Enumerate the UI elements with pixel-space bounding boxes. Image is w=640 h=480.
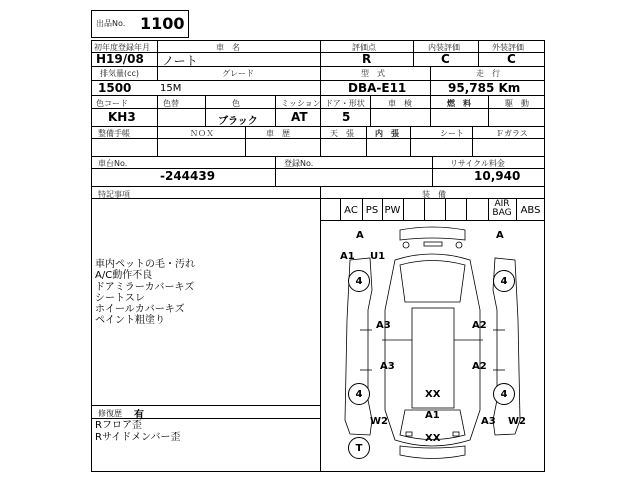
mileage-value: 95,785 Km (448, 81, 521, 95)
car-name-value: ノート (162, 54, 198, 68)
equip-airbag-text: AIR BAG (492, 199, 512, 218)
interior-grade-value: C (441, 52, 450, 66)
model-value: DBA-E11 (348, 81, 407, 95)
seat-label: シート (440, 129, 464, 138)
color-change-label: 色替 (163, 99, 179, 108)
mark-left-front-door: A3 (376, 320, 391, 331)
equip-ps: PS (365, 205, 379, 216)
score-value: R (362, 52, 372, 66)
model-label: 型 式 (361, 69, 385, 78)
doors-value: 5 (342, 110, 351, 124)
note-line: ドアミラーカバーキズ (95, 281, 195, 293)
wheel-rear-left: 4 (348, 383, 370, 405)
notes-list (95, 259, 195, 327)
color-label: 色 (232, 99, 240, 108)
wheel-rear-right: 4 (493, 383, 515, 405)
equip-airbag (488, 200, 516, 218)
mark-rear-bottom: XX (425, 433, 441, 444)
mark-front-right: A (496, 230, 504, 241)
first-registration-value: H19/08 (96, 52, 144, 66)
note-line: A/C動作不良 (95, 270, 153, 282)
trunk-spare: T (348, 437, 370, 459)
wheel-front-left: 4 (348, 270, 370, 292)
mileage-label: 走 行 (476, 69, 500, 78)
equip-abs: ABS (520, 205, 541, 216)
chassis-number-value: -244439 (160, 169, 216, 183)
notes-label: 特記事項 (98, 190, 130, 199)
lot-number-label: 出品No. (96, 19, 126, 28)
displacement-label: 排気量(cc) (100, 69, 140, 78)
recycle-fee-label: リサイクル料金 (450, 159, 505, 168)
wheel-front-right: 4 (493, 270, 515, 292)
grade-value: 15M (160, 83, 182, 94)
mission-label: ミッション (281, 99, 321, 108)
note-line: 車内ペットの毛・汚れ (95, 259, 195, 270)
mark-rear-center-a1: A1 (425, 410, 440, 421)
drive-label: 駆 動 (505, 99, 529, 108)
mark-rear-right-a3: A3 (481, 416, 496, 427)
recycle-fee-value: 10,940 (474, 169, 521, 183)
mark-front-left: A (356, 230, 364, 241)
grade-label: グレード (222, 69, 254, 78)
equip-pw: PW (384, 205, 401, 216)
mission-value: AT (291, 110, 308, 124)
repair-history-value: 有 (134, 410, 144, 421)
front-glass-label: Ｆガラス (496, 129, 528, 138)
exterior-grade-value: C (507, 52, 516, 66)
color-code-label: 色コード (96, 99, 128, 108)
vehicle-history-label: 車 歴 (266, 129, 290, 138)
lot-number: 1100 (140, 14, 185, 33)
mark-rear-center-top: XX (425, 389, 441, 400)
maintenance-book-label: 整備手帳 (98, 129, 130, 138)
repair-line: Rフロア歪 (95, 420, 142, 431)
repair-line: Rサイドメンバー歪 (95, 432, 181, 443)
displacement-value: 1500 (98, 81, 132, 95)
mark-front-left-fender: A1 (340, 251, 355, 262)
first-registration-label: 初年度登録年月 (94, 43, 150, 52)
repair-list (95, 420, 180, 444)
car-name-label: 車 名 (216, 43, 240, 52)
color-value: ブラック (218, 116, 258, 127)
nox-label: ＮＯＸ (190, 129, 214, 138)
equipment-label: 装 備 (422, 190, 446, 199)
equip-ac: AC (344, 205, 358, 216)
door-shape-label: ドア・形状 (325, 99, 365, 108)
score-label: 評価点 (352, 43, 376, 52)
mark-rear-left: W2 (370, 416, 388, 427)
mark-right-rear-door: A2 (472, 361, 487, 372)
chassis-number-label: 車台No. (98, 159, 128, 168)
registration-number-label: 登録No. (284, 159, 314, 168)
inspection-label: 車 検 (388, 99, 412, 108)
mark-rear-right-w2: W2 (508, 416, 526, 427)
interior-grade-label: 内装評価 (428, 43, 460, 52)
mark-left-rear-door: A3 (380, 361, 395, 372)
note-line: ホイールカバーキズ (95, 304, 185, 316)
note-line: ペイント粗塗り (95, 315, 165, 327)
exterior-grade-label: 外装評価 (492, 43, 524, 52)
mark-front-u1: U1 (370, 251, 386, 262)
mark-right-front-door: A2 (472, 320, 487, 331)
color-code-value: KH3 (108, 110, 136, 124)
note-line: シートスレ (95, 292, 145, 304)
fuel-label: 燃 料 (447, 99, 471, 108)
interior-lining-label: 内 張 (375, 129, 399, 138)
repair-history-label: 修復歴 (98, 409, 122, 418)
roof-lining-label: 天 張 (330, 129, 354, 138)
